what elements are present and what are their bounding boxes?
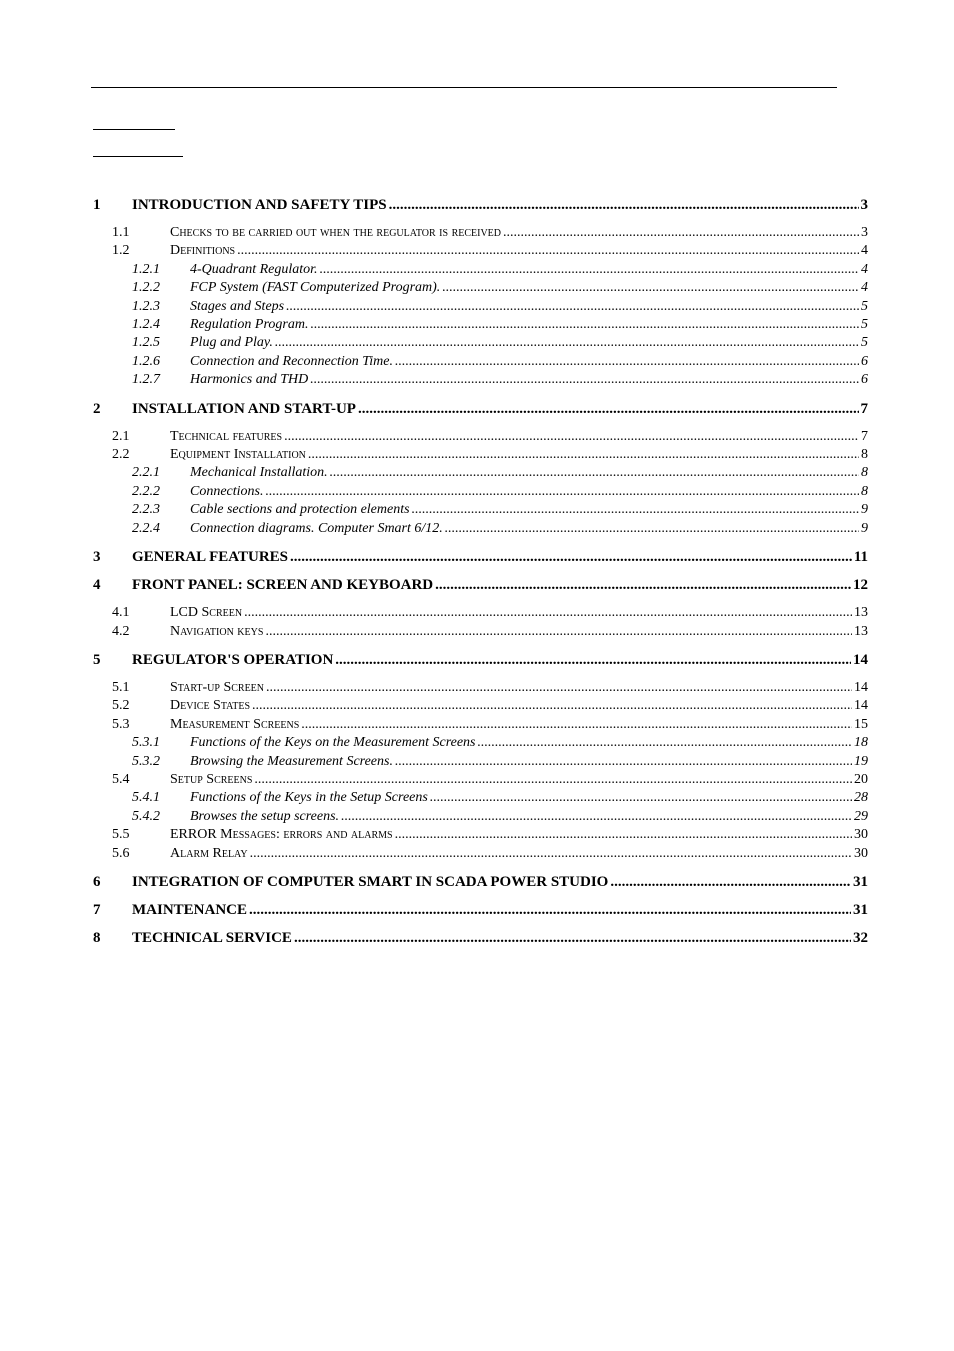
toc-entry-number: 2.2.4 — [132, 520, 160, 536]
toc-entry-title: Browses the setup screens. — [190, 808, 340, 824]
toc-entry-title: INSTALLATION AND START-UP — [132, 400, 356, 417]
toc-entry-page: 5 — [861, 317, 868, 333]
toc-entry-number: 2.2.1 — [132, 465, 160, 481]
toc-entry-number: 5.1 — [112, 679, 130, 695]
toc-entry-title: Start-up Screen — [170, 679, 265, 695]
toc-leader-dots — [250, 845, 852, 863]
toc-entry-title: Navigation keys — [170, 623, 264, 639]
toc-entry-1-2-3[interactable] — [93, 298, 868, 316]
toc-leader-dots — [294, 929, 851, 947]
toc-entry-title: Plug and Play. — [190, 335, 273, 351]
toc-entry-title: Definitions — [170, 243, 236, 259]
toc-leader-dots — [252, 697, 852, 715]
toc-entry-title: Functions of the Keys in the Setup Screens — [190, 790, 428, 806]
toc-entry-1-1[interactable] — [93, 224, 868, 242]
toc-entry-number: 2.1 — [112, 428, 130, 444]
toc-entry-page: 29 — [854, 808, 868, 824]
toc-entry-2-2-4[interactable] — [93, 520, 868, 538]
toc-entry-title: Alarm Relay — [170, 845, 248, 861]
toc-entry-page: 19 — [854, 753, 868, 769]
toc-leader-dots — [610, 873, 851, 891]
toc-entry-7[interactable] — [93, 901, 868, 919]
toc-entry-1[interactable] — [93, 196, 868, 214]
toc-entry-title: Browsing the Measurement Screens. — [190, 753, 393, 769]
toc-entry-number: 5.2 — [112, 698, 130, 714]
toc-entry-5-2[interactable] — [93, 697, 868, 715]
toc-entry-5-4[interactable] — [93, 771, 868, 789]
toc-leader-dots — [412, 501, 859, 519]
toc-leader-dots — [395, 753, 852, 771]
toc-entry-2-2-1[interactable] — [93, 464, 868, 482]
toc-entry-title: INTRODUCTION AND SAFETY TIPS — [132, 197, 387, 213]
toc-entry-number: 1.2.5 — [132, 335, 160, 351]
toc-leader-dots — [395, 353, 859, 371]
toc-entry-title: Connection diagrams. Computer Smart 6/12. — [190, 520, 443, 536]
toc-entry-title: Technical features — [170, 428, 283, 444]
toc-entry-2-2-2[interactable] — [93, 483, 868, 501]
toc-leader-dots — [341, 808, 852, 826]
toc-entry-title: Connections. — [190, 483, 264, 499]
toc-entry-4[interactable] — [93, 576, 868, 594]
toc-entry-page: 5 — [861, 335, 868, 351]
toc-leader-dots — [503, 224, 859, 242]
toc-entry-page: 8 — [861, 465, 868, 481]
toc-entry-number: 1.2.7 — [132, 372, 160, 388]
toc-entry-page: 6 — [861, 372, 868, 388]
toc-entry-number: 2 — [93, 400, 101, 417]
toc-entry-5-4-1[interactable] — [93, 789, 868, 807]
toc-entry-title: 4-Quadrant Regulator. — [190, 261, 318, 277]
toc-leader-dots — [265, 623, 852, 641]
toc-leader-dots — [249, 901, 851, 919]
toc-entry-5-1[interactable] — [93, 679, 868, 697]
toc-entry-page: 9 — [861, 520, 868, 536]
toc-entry-page: 3 — [861, 225, 868, 240]
toc-entry-3[interactable] — [93, 548, 868, 566]
toc-leader-dots — [358, 400, 859, 418]
toc-entry-title: Equipment Installation — [170, 447, 306, 463]
toc-entry-1-2[interactable] — [93, 242, 868, 260]
toc-entry-page: 14 — [854, 698, 868, 714]
toc-entry-page: 14 — [853, 651, 868, 668]
toc-entry-title: Harmonics and THD — [190, 372, 309, 388]
toc-entry-page: 20 — [854, 771, 868, 787]
toc-entry-page: 30 — [854, 827, 868, 843]
toc-leader-dots — [445, 520, 859, 538]
toc-entry-number: 1.2.3 — [132, 298, 160, 314]
toc-leader-dots — [395, 826, 852, 844]
toc-entry-title: Connection and Reconnection Time. — [190, 353, 393, 369]
toc-leader-dots — [310, 316, 859, 334]
toc-entry-page: 5 — [861, 298, 868, 314]
toc-entry-title: REGULATOR'S OPERATION — [132, 651, 334, 668]
toc-entry-title: FCP System (FAST Computerized Program). — [190, 280, 441, 296]
toc-entry-1-2-5[interactable] — [93, 334, 868, 352]
toc-leader-dots — [237, 242, 859, 260]
toc-entry-number: 1.2.6 — [132, 353, 160, 369]
toc-entry-title: Setup Screens — [170, 771, 253, 787]
toc-entry-number: 1.2.4 — [132, 317, 160, 333]
toc-entry-title: Cable sections and protection elements — [190, 502, 410, 518]
underline-1 — [93, 129, 175, 130]
toc-entry-number: 1 — [93, 197, 101, 213]
toc-entry-1-2-1[interactable] — [93, 261, 868, 279]
toc-entry-number: 5.3.2 — [132, 753, 160, 769]
toc-entry-5[interactable] — [93, 651, 868, 669]
toc-entry-page: 11 — [853, 549, 868, 566]
toc-entry-number: 2.2 — [112, 447, 130, 463]
underline-2 — [93, 156, 183, 157]
toc-leader-dots — [284, 428, 859, 446]
toc-entry-page: 9 — [861, 502, 868, 518]
toc-entry-title: Mechanical Installation. — [190, 465, 328, 481]
toc-entry-title: FRONT PANEL: SCREEN AND KEYBOARD — [132, 577, 434, 594]
toc-entry-number: 5.4.2 — [132, 808, 160, 824]
toc-entry-page: 4 — [861, 261, 868, 277]
toc-entry-number: 6 — [93, 873, 101, 890]
toc-entry-page: 14 — [854, 679, 868, 695]
toc-entry-title: ERROR Messages: errors and alarms — [170, 827, 393, 843]
toc-entry-title: Measurement Screens — [170, 716, 300, 732]
toc-entry-title: TECHNICAL SERVICE — [132, 929, 292, 946]
toc-leader-dots — [389, 196, 859, 214]
toc-leader-dots — [244, 604, 852, 622]
toc-entry-number: 8 — [93, 929, 101, 946]
toc-entry-page: 4 — [861, 243, 868, 259]
toc-entry-number: 4.2 — [112, 623, 130, 639]
toc-leader-dots — [308, 446, 859, 464]
toc-entry-number: 2.2.2 — [132, 483, 160, 499]
toc-entry-page: 18 — [854, 735, 868, 751]
toc-entry-number: 2.2.3 — [132, 502, 160, 518]
toc-entry-page: 8 — [861, 483, 868, 499]
toc-entry-number: 4.1 — [112, 605, 130, 621]
toc-entry-title: Functions of the Keys on the Measurement Screens — [190, 735, 476, 751]
toc-entry-title: Regulation Program. — [190, 317, 309, 333]
toc-entry-page: 32 — [853, 929, 868, 946]
toc-entry-page: 13 — [854, 623, 868, 639]
toc-entry-number: 5 — [93, 651, 101, 668]
toc-entry-2-1[interactable] — [93, 428, 868, 446]
toc-entry-4-1[interactable] — [93, 604, 868, 622]
toc-entry-page: 28 — [854, 790, 868, 806]
toc-entry-page: 8 — [861, 447, 868, 463]
toc-entry-number: 3 — [93, 549, 101, 566]
toc-leader-dots — [442, 279, 859, 297]
toc-entry-6[interactable] — [93, 873, 868, 891]
toc-entry-1-2-7[interactable] — [93, 371, 868, 389]
table-of-contents — [93, 186, 868, 957]
toc-entry-title: INTEGRATION OF COMPUTER SMART IN SCADA POWER STUDIO — [132, 873, 609, 890]
toc-entry-2-2-3[interactable] — [93, 501, 868, 519]
toc-leader-dots — [266, 483, 860, 501]
toc-leader-dots — [478, 734, 852, 752]
toc-leader-dots — [254, 771, 852, 789]
toc-entry-page: 30 — [854, 845, 868, 861]
toc-entry-5-3[interactable] — [93, 716, 868, 734]
toc-entry-2-2[interactable] — [93, 446, 868, 464]
toc-entry-1-2-4[interactable] — [93, 316, 868, 334]
toc-entry-1-2-6[interactable] — [93, 353, 868, 371]
toc-entry-8[interactable] — [93, 929, 868, 947]
toc-entry-number: 4 — [93, 577, 101, 594]
toc-leader-dots — [286, 298, 859, 316]
toc-entry-number: 1.2 — [112, 243, 130, 259]
toc-entry-page: 31 — [853, 873, 868, 890]
toc-entry-number: 1.1 — [112, 225, 130, 240]
toc-leader-dots — [275, 334, 859, 352]
toc-entry-title: GENERAL FEATURES — [132, 549, 289, 566]
toc-leader-dots — [335, 651, 851, 669]
toc-entry-number: 1.2.1 — [132, 261, 160, 277]
toc-entry-page: 12 — [853, 577, 868, 594]
toc-leader-dots — [290, 548, 852, 566]
toc-entry-4-2[interactable] — [93, 623, 868, 641]
toc-entry-title: Stages and Steps — [190, 298, 285, 314]
toc-leader-dots — [266, 679, 852, 697]
toc-entry-number: 1.2.2 — [132, 280, 160, 296]
toc-entry-page: 4 — [861, 280, 868, 296]
toc-entry-2[interactable] — [93, 400, 868, 418]
toc-entry-5-5[interactable] — [93, 826, 868, 844]
toc-entry-number: 7 — [93, 901, 101, 918]
toc-entry-title: Checks to be carried out when the regulator is received — [170, 225, 502, 240]
toc-entry-page: 13 — [854, 605, 868, 621]
header-rule — [91, 87, 837, 88]
toc-entry-page: 31 — [853, 901, 868, 918]
toc-entry-5-4-2[interactable] — [93, 808, 868, 826]
toc-entry-page: 7 — [861, 428, 868, 444]
toc-leader-dots — [435, 576, 851, 594]
toc-leader-dots — [310, 371, 859, 389]
toc-entry-page: 3 — [860, 197, 868, 213]
toc-entry-page: 15 — [854, 716, 868, 732]
toc-leader-dots — [430, 789, 852, 807]
toc-entry-5-3-2[interactable] — [93, 753, 868, 771]
toc-entry-1-2-2[interactable] — [93, 279, 868, 297]
toc-entry-number: 5.5 — [112, 827, 130, 843]
toc-entry-5-3-1[interactable] — [93, 734, 868, 752]
toc-entry-number: 5.4.1 — [132, 790, 160, 806]
toc-entry-title: Device States — [170, 698, 251, 714]
toc-entry-number: 5.3.1 — [132, 735, 160, 751]
toc-leader-dots — [320, 261, 859, 279]
toc-leader-dots — [330, 464, 859, 482]
toc-leader-dots — [301, 716, 852, 734]
toc-entry-title: MAINTENANCE — [132, 901, 248, 918]
toc-entry-number: 5.4 — [112, 771, 130, 787]
toc-entry-title: LCD Screen — [170, 605, 243, 621]
toc-entry-5-6[interactable] — [93, 845, 868, 863]
toc-entry-page: 6 — [861, 353, 868, 369]
toc-entry-number: 5.6 — [112, 845, 130, 861]
toc-entry-page: 7 — [860, 400, 868, 417]
toc-entry-number: 5.3 — [112, 716, 130, 732]
